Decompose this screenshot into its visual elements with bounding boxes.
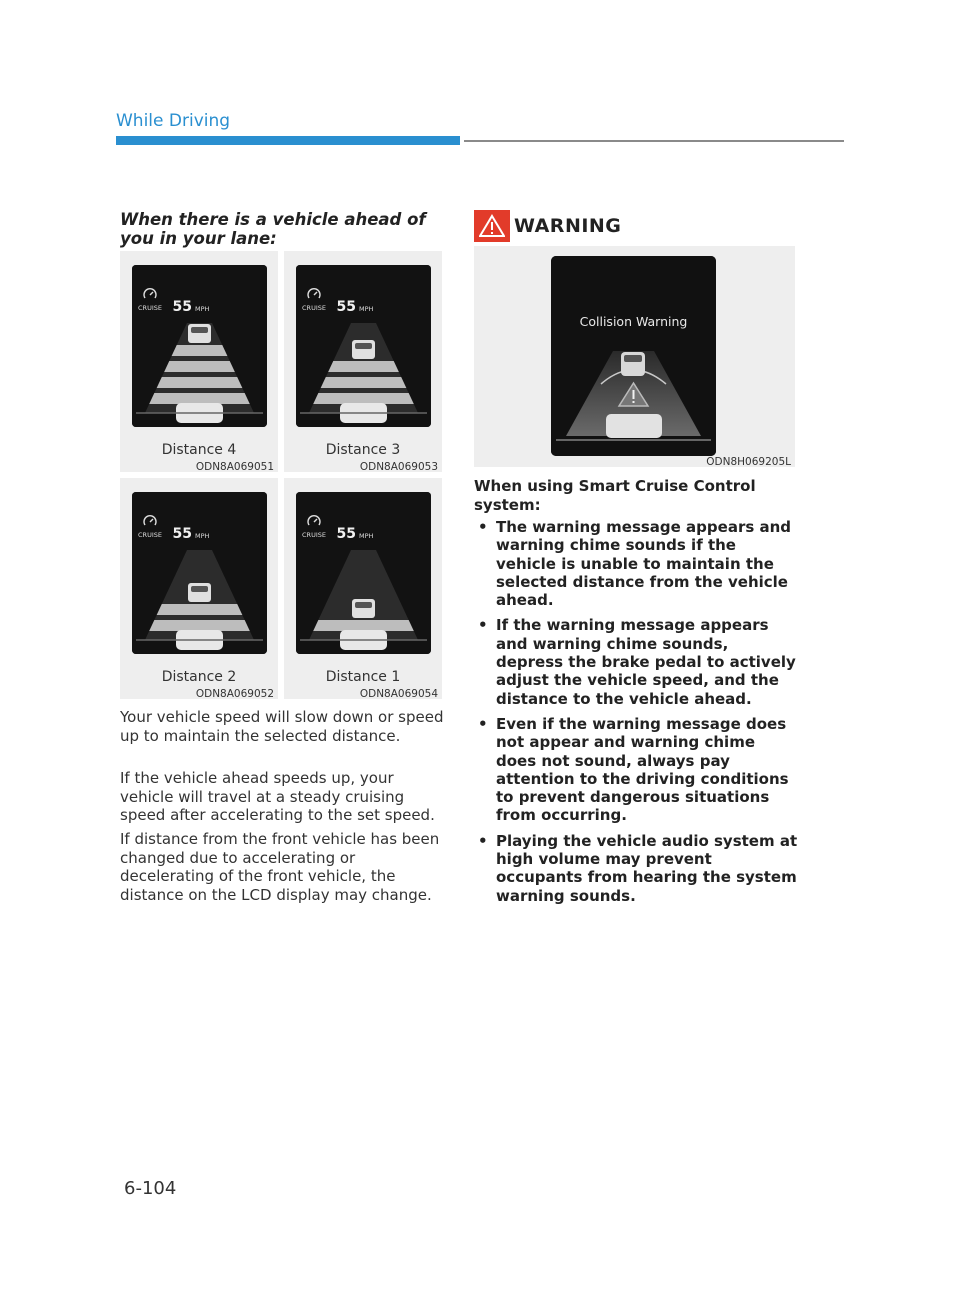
distance-bar (321, 377, 407, 388)
distance-bar (157, 604, 243, 615)
collision-warning-figure (474, 246, 795, 467)
warning-triangle-icon (474, 210, 510, 242)
distance-bar (149, 393, 250, 404)
speed-unit: MPH (359, 532, 374, 540)
distance-caption: Distance 4 (161, 442, 237, 458)
page-number: 6-104 (124, 1178, 177, 1199)
cluster-graphic (296, 265, 431, 427)
cluster-graphic (132, 265, 267, 427)
set-speed: 55 (336, 526, 356, 542)
warning-label: WARNING (514, 215, 622, 237)
figure-code: ODN8H069205L (706, 456, 791, 468)
warning-item-text: The warning message appears and warning chime sounds if the vehicle is unable to maintain the selected distance from the vehicle ahead. (496, 518, 792, 610)
distance-bar (313, 620, 414, 631)
speed-unit: MPH (195, 532, 210, 540)
figure-code: ODN8A069054 (359, 688, 438, 700)
section-heading: When there is a vehicle ahead of you in your lane: (120, 210, 426, 248)
cluster-display (296, 265, 431, 427)
header-divider (464, 140, 844, 142)
distance-caption: Distance 1 (325, 669, 401, 685)
bullet: • (478, 714, 488, 733)
lead-vehicle-icon (188, 324, 211, 343)
cluster-graphic (132, 492, 267, 654)
warning-heading (474, 210, 621, 242)
figure-code: ODN8A069052 (195, 688, 274, 700)
distance-caption: Distance 2 (161, 669, 237, 685)
warning-item-text: Playing the vehicle audio system at high volume may prevent occupants from hearing the system warning sounds. (496, 831, 798, 905)
distance-panel (120, 478, 278, 699)
cruise-label: CRUISE (302, 304, 326, 312)
collision-warning-text: Collision Warning (579, 314, 688, 329)
list-item (474, 715, 799, 825)
figure-code: ODN8A069051 (195, 461, 274, 473)
distance-bar (313, 393, 414, 404)
body-paragraph: If distance from the front vehicle has been changed due to accelerating or decelerating of the front vehicle, the distance on the LCD display may change. (120, 830, 440, 904)
list-item (474, 832, 799, 905)
cruise-label: CRUISE (138, 531, 162, 539)
lead-vehicle-icon (188, 583, 211, 602)
list-item (474, 518, 799, 609)
distance-panel (284, 478, 442, 699)
cruise-label: CRUISE (138, 304, 162, 312)
section-title: While Driving (116, 111, 231, 131)
body-paragraph: Your vehicle speed will slow down or speed up to maintain the selected distance. (120, 708, 444, 745)
warning-list (474, 518, 799, 912)
warning-item-text: If the warning message appears and warning chime sounds, depress the brake pedal to actively adjust the vehicle speed, and the distance to the vehicle ahead. (496, 616, 796, 708)
bullet: • (478, 831, 488, 850)
distance-caption: Distance 3 (325, 442, 401, 458)
header-accent-bar (116, 136, 460, 145)
figure-code: ODN8A069053 (359, 461, 438, 473)
distance-bar (172, 345, 228, 356)
set-speed: 55 (336, 299, 356, 315)
set-speed: 55 (172, 299, 192, 315)
warning-item-text: Even if the warning message does not appear and warning chime does not sound, always pay attention to the driving conditions to prevent dangerous situations from occurring. (496, 714, 789, 825)
set-speed: 55 (172, 526, 192, 542)
lead-vehicle-icon (352, 599, 375, 618)
distance-panel (284, 251, 442, 472)
warning-intro: When using Smart Cruise Control system: (474, 477, 756, 514)
body-paragraph: If the vehicle ahead speeds up, your vehicle will travel at a steady cruising speed after accelerating to the set speed. (120, 769, 435, 824)
cluster-display (296, 492, 431, 654)
bullet: • (478, 616, 488, 635)
lead-vehicle-icon (352, 340, 375, 359)
cruise-label: CRUISE (302, 531, 326, 539)
distance-panel (120, 251, 278, 472)
distance-bar (157, 377, 243, 388)
cluster-display (132, 265, 267, 427)
bullet: • (478, 518, 488, 536)
speed-unit: MPH (195, 305, 210, 313)
distance-bar (328, 361, 399, 372)
cluster-display (132, 492, 267, 654)
cluster-graphic (296, 492, 431, 654)
cluster-display (551, 256, 716, 456)
speed-unit: MPH (359, 305, 374, 313)
distance-bar (149, 620, 250, 631)
distance-bar (164, 361, 235, 372)
list-item (474, 616, 799, 707)
